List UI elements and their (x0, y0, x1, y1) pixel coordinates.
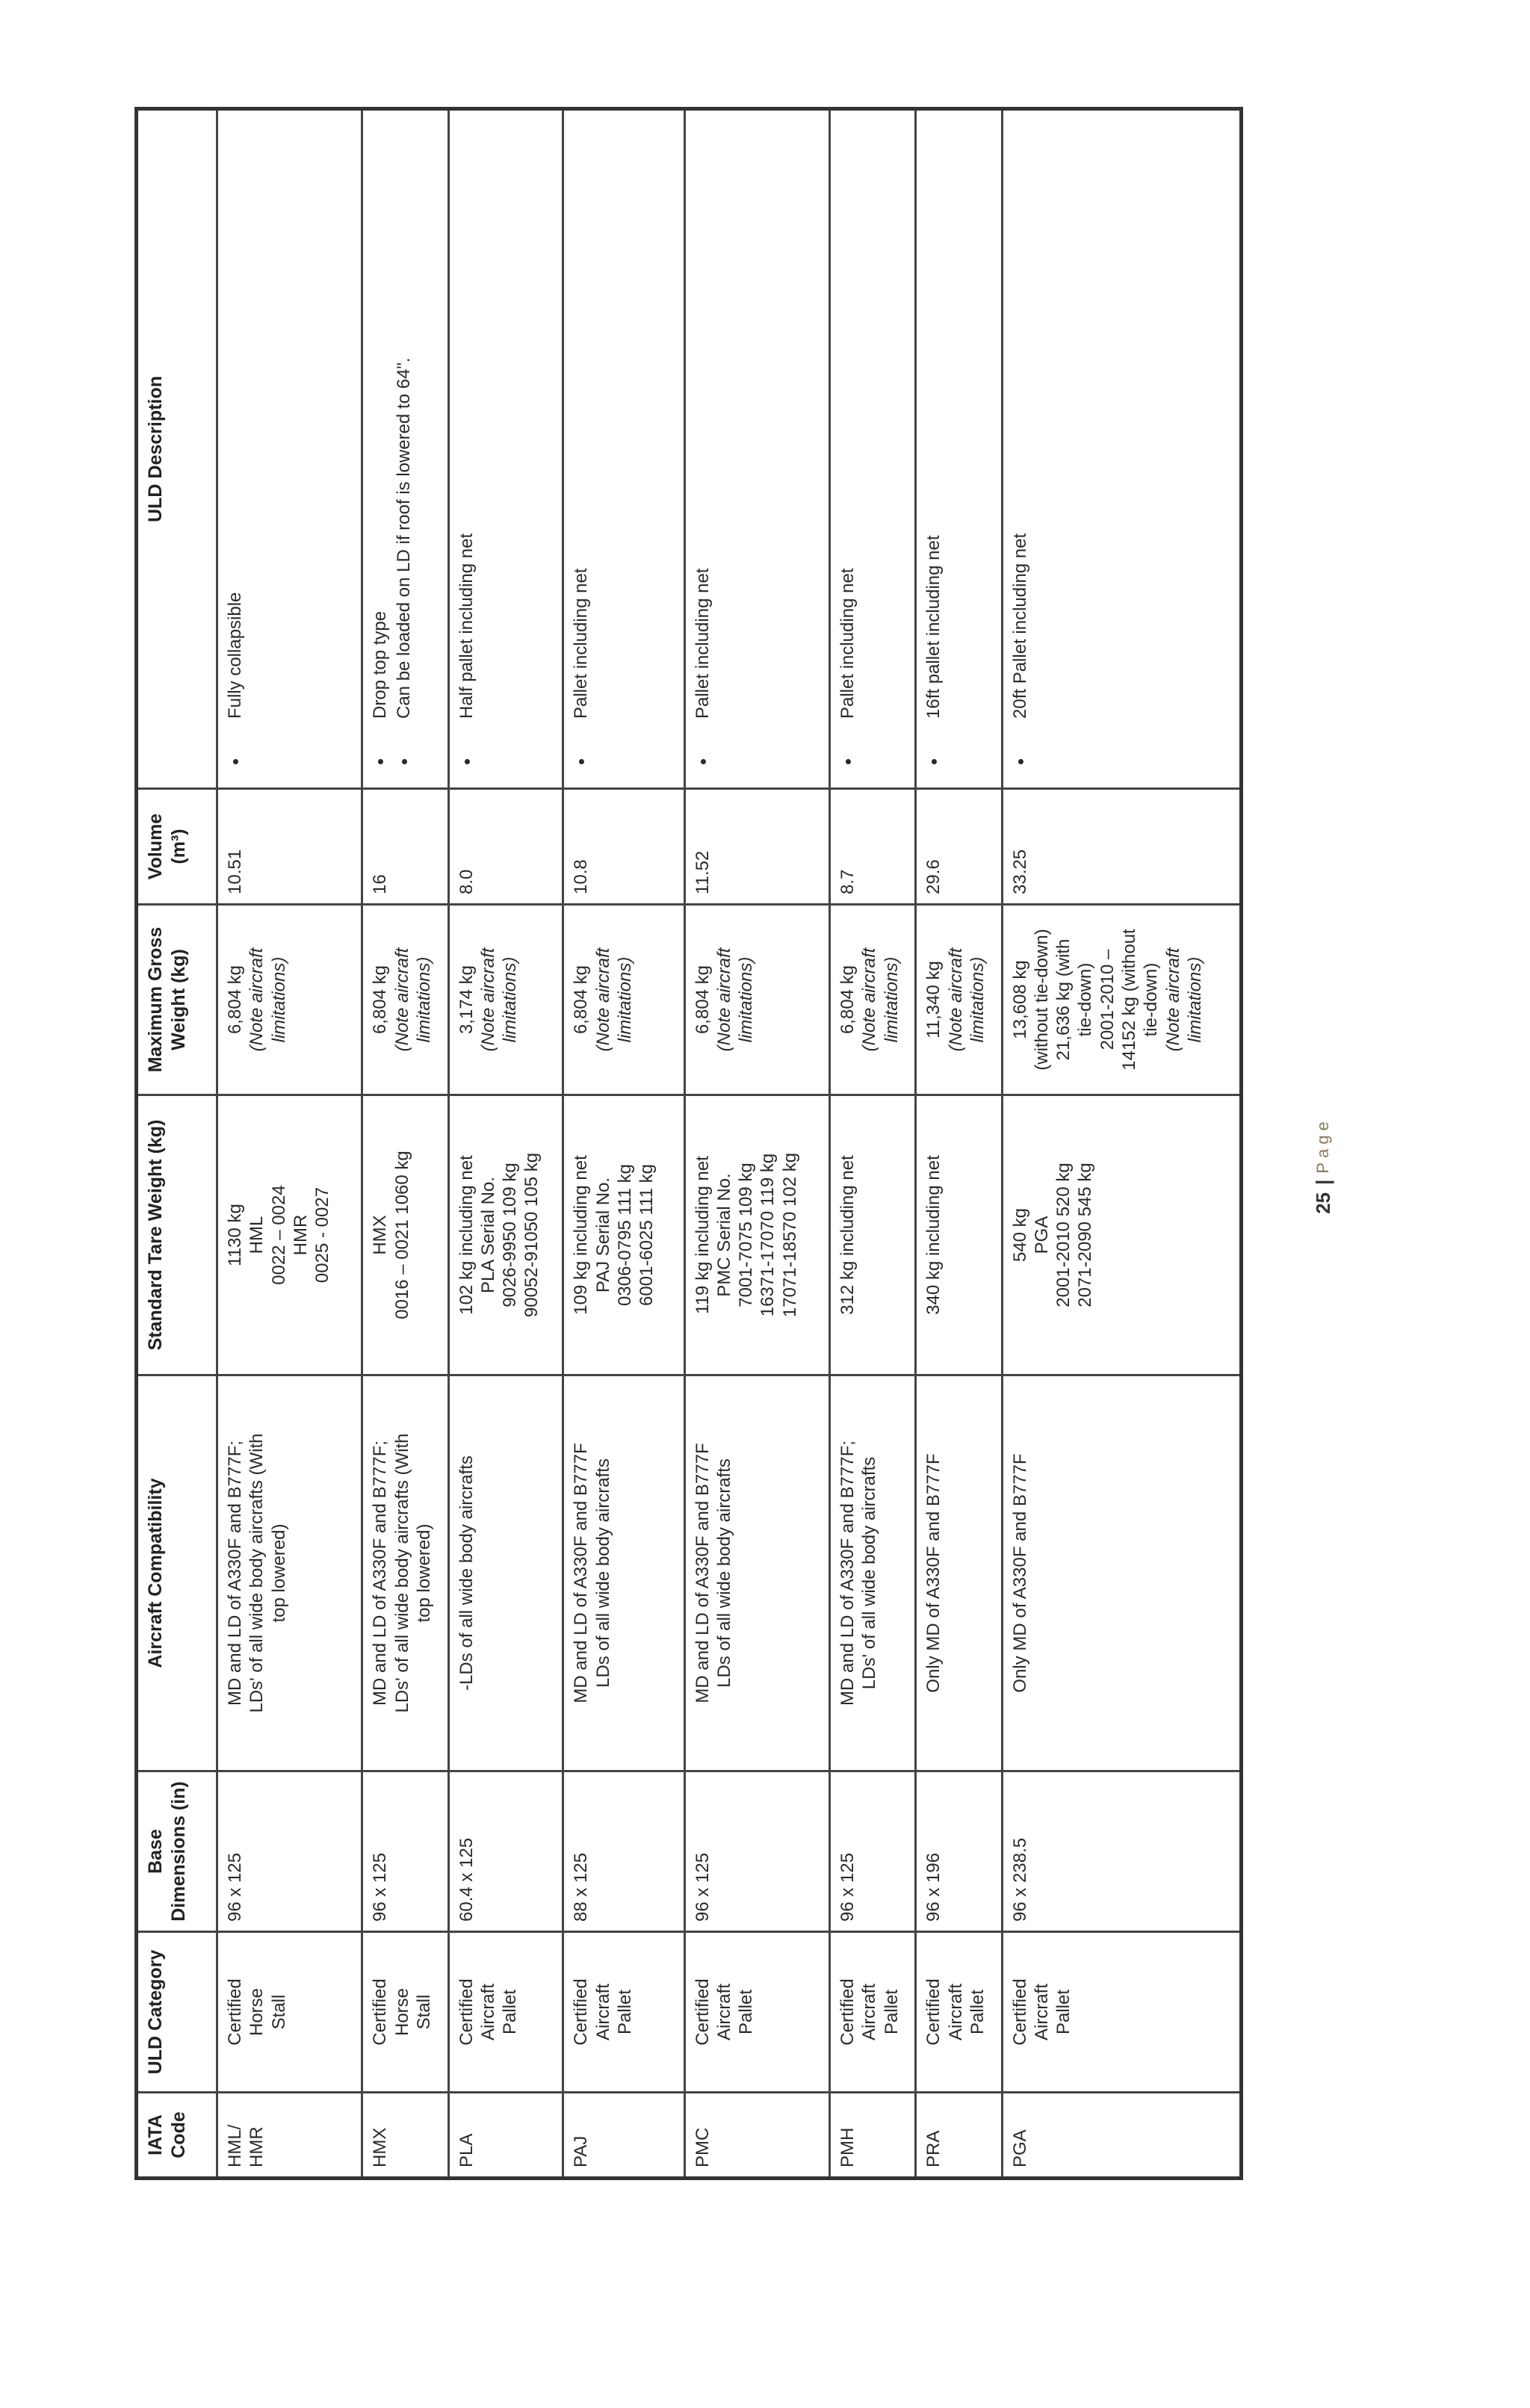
description-bullet: • Pallet including net (837, 120, 858, 779)
standard-tare-weight-cell: 109 kg including net PAJ Serial No. 0306-0795 111 kg 6001-6025 111 kg (563, 1095, 684, 1375)
volume-cell: 10.8 (563, 789, 684, 905)
max-gross-weight-note: (Note aircraft limitations) (477, 947, 521, 1052)
uld-category-cell: Certified Aircraft Pallet (916, 1932, 1002, 2093)
max-gross-weight-cell (1002, 905, 1241, 1095)
table-row (916, 109, 1002, 2179)
header-standard-tare-weight: Standard Tare Weight (kg) (137, 1095, 217, 1375)
uld-description-cell (217, 109, 362, 789)
max-gross-weight-value: 6,804 kg (571, 965, 592, 1035)
max-gross-weight-value: 3,174 kg (456, 965, 477, 1035)
iata-code-cell: HMX (362, 2093, 448, 2179)
max-gross-weight-cell (916, 905, 1002, 1095)
description-list (224, 120, 246, 779)
standard-tare-weight-cell: 119 kg including net PMC Serial No. 7001-7075 109 kg 16371-17070 119 kg 17071-18570 102 kg (684, 1095, 829, 1375)
aircraft-compatibility-cell: MD and LD of A330F and B777F; LDs' of all wide body aircrafts (830, 1375, 916, 1771)
standard-tare-weight-cell: 102 kg including net PLA Serial No. 9026-9950 109 kg 90052-91050 105 kg (448, 1095, 563, 1375)
table-header-row (137, 109, 217, 2179)
iata-code-cell: PLA (448, 2093, 563, 2179)
base-dimensions-cell: 96 x 125 (362, 1771, 448, 1932)
uld-category-cell: Certified Aircraft Pallet (448, 1932, 563, 2093)
max-gross-weight-note: (Note aircraft limitations) (247, 947, 289, 1052)
uld-description-cell (563, 109, 684, 789)
base-dimensions-cell: 60.4 x 125 (448, 1771, 563, 1932)
table-row (362, 109, 448, 2179)
max-gross-weight-cell (217, 905, 362, 1095)
volume-cell: 10.51 (217, 789, 362, 905)
uld-table-rotated (134, 111, 1243, 2180)
header-uld-description: ULD Description (137, 109, 217, 789)
aircraft-compatibility-cell: MD and LD of A330F and B777F LDs of all wide body aircrafts (684, 1375, 829, 1771)
max-gross-weight-note: (Note aircraft limitations) (1162, 947, 1205, 1052)
description-bullet: • Fully collapsible (224, 120, 246, 779)
max-gross-weight-value: 6,804 kg (692, 965, 713, 1035)
standard-tare-weight-cell: 1130 kg HML 0022 – 0024 HMR 0025 - 0027 (217, 1095, 362, 1375)
max-gross-weight-cell (362, 905, 448, 1095)
description-list (837, 120, 858, 779)
uld-category-cell: Certified Aircraft Pallet (684, 1932, 829, 2093)
max-gross-weight-note: (Note aircraft limitations) (859, 947, 902, 1052)
header-iata-code: IATA Code (137, 2093, 217, 2179)
description-list (570, 120, 592, 779)
iata-code-cell: PAJ (563, 2093, 684, 2179)
table-row (830, 109, 916, 2179)
volume-cell: 29.6 (916, 789, 1002, 905)
base-dimensions-cell: 88 x 125 (563, 1771, 684, 1932)
max-gross-weight-cell (563, 905, 684, 1095)
standard-tare-weight-cell: HMX 0016 – 0021 1060 kg (362, 1095, 448, 1375)
max-gross-weight-note: (Note aircraft limitations) (592, 947, 635, 1052)
max-gross-weight-note: (Note aircraft limitations) (713, 947, 757, 1052)
volume-cell: 33.25 (1002, 789, 1241, 905)
uld-category-cell: Certified Horse Stall (217, 1932, 362, 2093)
volume-cell: 8.0 (448, 789, 563, 905)
aircraft-compatibility-cell: MD and LD of A330F and B777F; LDs' of all wide body aircrafts (With top lowered) (217, 1375, 362, 1771)
max-gross-weight-value: 13,608 kg (without tie-down) 21,636 kg (with tie-down) 2001-2010 – 14152 kg (without tie-down) (1009, 929, 1162, 1071)
standard-tare-weight-cell: 340 kg including net (916, 1095, 1002, 1375)
header-volume (137, 789, 217, 905)
header-volume-label: Volume (145, 813, 166, 880)
standard-tare-weight-cell: 540 kg PGA 2001-2010 520 kg 2071-2090 545 kg (1002, 1095, 1241, 1375)
volume-cell: 8.7 (830, 789, 916, 905)
uld-description-cell (684, 109, 829, 789)
uld-description-cell (362, 109, 448, 789)
aircraft-compatibility-cell: MD and LD of A330F and B777F LDs of all wide body aircrafts (563, 1375, 684, 1771)
description-list (1009, 120, 1031, 779)
description-bullet: • Drop top type (369, 120, 391, 779)
max-gross-weight-note: (Note aircraft limitations) (391, 947, 434, 1052)
page-number: 25 (1311, 1192, 1334, 1214)
uld-description-cell (916, 109, 1002, 789)
description-bullet: • 16ft pallet including net (923, 120, 944, 779)
description-list (692, 120, 713, 779)
volume-cell: 11.52 (684, 789, 829, 905)
table-row (448, 109, 563, 2179)
standard-tare-weight-cell: 312 kg including net (830, 1095, 916, 1375)
uld-description-cell (1002, 109, 1241, 789)
description-bullet: • Can be loaded on LD if roof is lowered to 64". (393, 120, 415, 779)
max-gross-weight-value: 6,804 kg (837, 965, 858, 1035)
iata-code-cell: PGA (1002, 2093, 1241, 2179)
volume-cell: 16 (362, 789, 448, 905)
table-row (217, 109, 362, 2179)
max-gross-weight-note: (Note aircraft limitations) (945, 947, 988, 1052)
description-bullet: • Half pallet including net (456, 120, 477, 779)
header-uld-category: ULD Category (137, 1932, 217, 2093)
iata-code-cell: PRA (916, 2093, 1002, 2179)
max-gross-weight-value: 11,340 kg (923, 961, 944, 1039)
table-row (1002, 109, 1241, 2179)
aircraft-compatibility-cell: Only MD of A330F and B777F (1002, 1375, 1241, 1771)
header-aircraft-compatibility: Aircraft Compatibility (137, 1375, 217, 1771)
header-max-gross-weight: Maximum Gross Weight (kg) (137, 905, 217, 1095)
description-bullet: • Pallet including net (570, 120, 592, 779)
max-gross-weight-value: 6,804 kg (370, 965, 391, 1035)
aircraft-compatibility-cell: Only MD of A330F and B777F (916, 1375, 1002, 1771)
iata-code-cell: PMC (684, 2093, 829, 2179)
table-row (684, 109, 829, 2179)
base-dimensions-cell: 96 x 196 (916, 1771, 1002, 1932)
base-dimensions-cell: 96 x 125 (684, 1771, 829, 1932)
max-gross-weight-cell (448, 905, 563, 1095)
description-list (456, 120, 477, 779)
description-list (923, 120, 944, 779)
iata-code-cell: PMH (830, 2093, 916, 2179)
uld-category-cell: Certified Aircraft Pallet (1002, 1932, 1241, 2093)
iata-code-cell: HML/ HMR (217, 2093, 362, 2179)
uld-category-cell: Certified Aircraft Pallet (563, 1932, 684, 2093)
page-footer (1301, 1091, 1345, 1240)
aircraft-compatibility-cell: -LDs of all wide body aircrafts (448, 1375, 563, 1771)
aircraft-compatibility-cell: MD and LD of A330F and B777F; LDs' of all wide body aircrafts (With top lowered) (362, 1375, 448, 1771)
uld-category-cell: Certified Horse Stall (362, 1932, 448, 2093)
uld-specification-table (134, 107, 1243, 2180)
max-gross-weight-cell (830, 905, 916, 1095)
base-dimensions-cell: 96 x 238.5 (1002, 1771, 1241, 1932)
header-volume-unit: (m³) (167, 829, 189, 864)
uld-description-cell (830, 109, 916, 789)
header-base-dimensions: Base Dimensions (in) (137, 1771, 217, 1932)
description-bullet: • Pallet including net (692, 120, 713, 779)
base-dimensions-cell: 96 x 125 (217, 1771, 362, 1932)
table-row (563, 109, 684, 2179)
page-label: Page (1313, 1117, 1332, 1174)
uld-category-cell: Certified Aircraft Pallet (830, 1932, 916, 2093)
base-dimensions-cell: 96 x 125 (830, 1771, 916, 1932)
footer-separator: | (1311, 1179, 1334, 1185)
uld-description-cell (448, 109, 563, 789)
max-gross-weight-value: 6,804 kg (225, 965, 245, 1035)
description-list (369, 120, 415, 779)
max-gross-weight-cell (684, 905, 829, 1095)
description-bullet: • 20ft Pallet including net (1009, 120, 1031, 779)
